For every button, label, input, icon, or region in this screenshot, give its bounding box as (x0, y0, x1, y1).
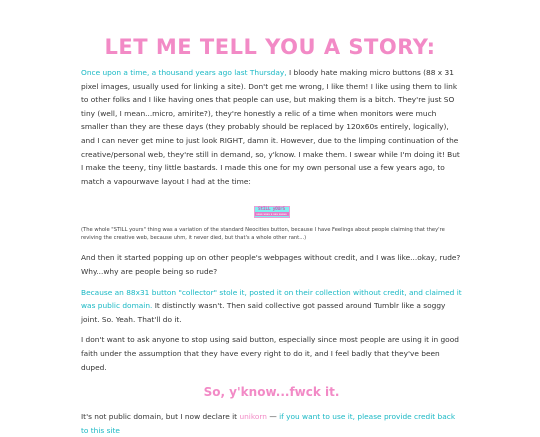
intro-highlight: Once upon a time, a thousand years ago last Thursday, (81, 68, 287, 77)
intro-text: I bloody hate making micro buttons (88 x 31 pixel images, usually used for linking a site). Don't get me wrong, I like them! I like using them to link to other folks and I like having ones that people can use, but making them is a bitch. They're just SO tiny (well, I mean...micro, amirite?), they're honestly a relic of a time when monitors were much smaller than they are these days (they probably should be replaced by 120x60s entirely, logically), and I can never get mine to just look RIGHT, damn it. However, due to the limping continuation of the creative/personal web, they're still in demand, so, y'know. I make them. I swear while I'm doing it! But I make the teeny, tiny little bastards. I made this one for my own personal use a few years ago, to match a vapourwave layout I had at the time: (81, 68, 460, 186)
paragraph-rude: And then it started popping up on other people's webpages without credit, and I was like...okay, rude? Why...why are people being so rude? (81, 253, 461, 276)
button-note: (The whole "STILL yours" thing was a variation of the standard Neocities button, because I have Feelings about people claiming that they're reviving the creative web, because uhm, it never died, but that's a whole other rant...) (81, 227, 445, 242)
paragraph-declaration (81, 410, 462, 437)
paragraph-good-faith: I don't want to ask anyone to stop using said button, especially since most people are using it in good faith under the assumption that they have every right to do it, and I feel badly that they've been duped. (81, 335, 459, 372)
credit-link[interactable]: if you want to use it, please provide credit back to this site (81, 412, 456, 435)
section-subheading: So, y'know...fwck it. (203, 385, 340, 400)
micro-button-image[interactable] (254, 206, 290, 218)
unikorn-link[interactable]: unikorn (239, 412, 267, 422)
button-image-wrap (81, 200, 462, 217)
micro-button-subtitle: ssss ssss s sss sssss (256, 212, 287, 217)
collector-highlight: Because an 88x31 button "collector" stole it, posted it on their collection without credit, and claimed it was public domain. (81, 287, 462, 311)
declaration-text: It's not public domain, but I now declare it (81, 412, 240, 422)
declaration-dash: — (267, 412, 280, 422)
collector-text: It distinctly wasn't. Then said collective got passed around Tumblr like a soggy joint. So. Yeah. That'll do it. (81, 301, 446, 324)
page-title: LET ME TELL YOU A STORY: (104, 35, 436, 59)
paragraph-collector (81, 286, 462, 327)
micro-button-title: StILL yOUrS (258, 207, 285, 213)
story-content (81, 66, 462, 437)
paragraph-intro (81, 66, 462, 188)
